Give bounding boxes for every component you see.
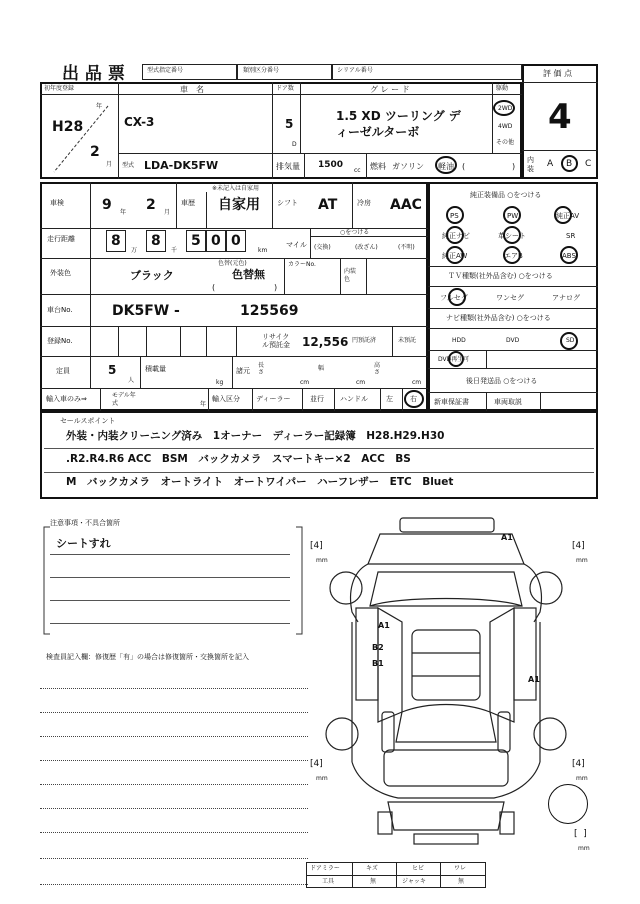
reg-no-label: 登録No.	[47, 337, 73, 345]
color-label: 外装色	[50, 269, 71, 277]
import-parallel: 並行	[310, 395, 324, 403]
handle-label: ハンドル	[340, 395, 368, 403]
mileage-sen: 千	[171, 247, 178, 254]
details-box	[40, 182, 428, 411]
color-paren-close: )	[274, 283, 278, 292]
ware-label: ワレ	[454, 865, 467, 872]
tv-fullseg-circle	[448, 288, 466, 306]
mileage-digit-5: 0	[231, 233, 241, 249]
option-leather-circle	[503, 226, 521, 244]
ruibetsu-label: 類別区分番号	[243, 67, 280, 74]
tread-rear-right: [4]	[572, 759, 585, 769]
car-name: CX-3	[124, 115, 155, 129]
option-av-circle	[554, 206, 572, 224]
import-dealer: ディーラー	[256, 395, 291, 403]
doors-unit: D	[292, 141, 297, 148]
damage-mark-front: A1	[501, 533, 513, 542]
option-navi-circle	[446, 226, 464, 244]
month-unit: 月	[106, 161, 113, 168]
option-pw-circle	[503, 206, 521, 224]
recycle-label: リサイクル預託金	[262, 333, 290, 349]
mileage-man: 万	[131, 247, 138, 254]
option-abs-circle	[560, 246, 578, 264]
chassis-prefix: DK5FW	[112, 303, 170, 319]
length-cm: cm	[300, 379, 310, 386]
shift-label: シフト	[277, 199, 298, 207]
interior-b: B	[566, 159, 573, 169]
score-value: 4	[548, 97, 572, 137]
doors: 5	[285, 117, 294, 131]
jack-label: ジャッキ	[402, 878, 426, 885]
model-label: 型式	[122, 162, 135, 169]
load-label: 積載量	[145, 365, 166, 373]
tread-rear-left: [4]	[310, 759, 323, 769]
interior-b-circle	[561, 155, 578, 172]
option-pw: PW	[507, 212, 519, 220]
shift-value: AT	[318, 197, 338, 213]
car-name-label: 車 名	[180, 85, 204, 94]
score-label: 評 価 点	[543, 69, 573, 78]
tools-value: 無	[370, 878, 377, 885]
option-airbag: エアB	[504, 252, 523, 260]
dims-label: 諸元	[236, 367, 250, 375]
shaken-month: 2	[146, 197, 156, 213]
katashiki-label: 型式指定番号	[147, 67, 184, 74]
tv-analog: アナログ	[552, 294, 580, 302]
option-airbag-circle	[503, 246, 521, 264]
spare-mm: mm	[578, 845, 590, 852]
drive-label: 駆動	[496, 85, 509, 92]
option-ps: PS	[450, 212, 459, 220]
tread-rear-right-value: 4	[575, 759, 582, 769]
mileage-digit-1: 8	[111, 233, 121, 249]
recycle-unpaid: 未預託	[398, 337, 417, 344]
aircon-value: AAC	[390, 197, 422, 213]
color-change-label: 色替(元色)	[218, 260, 247, 267]
first-reg-year: H28	[52, 119, 84, 135]
tread-rear-left-mm: mm	[316, 775, 328, 782]
damage-mark-rear-glass: B1	[372, 659, 384, 668]
year-unit: 年	[96, 103, 103, 110]
width-label: 幅	[318, 365, 325, 372]
option-navi: 純正ナビ	[442, 232, 470, 240]
interior-label: 内装	[527, 156, 534, 173]
reki-value: 自家用	[218, 197, 260, 213]
navi-title: ナビ種類(社外品含む) ○をつける	[446, 314, 551, 322]
mileage-digit-4: 0	[211, 233, 221, 249]
color-value: ブラック	[130, 269, 174, 282]
chassis-dash: -	[174, 303, 180, 319]
handle-right-circle	[404, 390, 424, 408]
model-code: LDA-DK5FW	[144, 159, 219, 172]
damage-mark-windshield: A1	[378, 621, 390, 630]
interior-c: C	[585, 159, 592, 169]
color-change-value: 色替無	[232, 268, 265, 281]
handle-right: 右	[410, 395, 417, 403]
options-title: 純正装備品 ○をつける	[470, 191, 542, 199]
later-warranty: 新車保証書	[434, 398, 469, 406]
color-no-label: カラーNo.	[288, 261, 316, 268]
reki-note: ※未記入は自家用	[212, 185, 260, 192]
recycle-amount: 12,556	[302, 335, 349, 349]
serial-label: シリアル番号	[337, 67, 373, 74]
dvd-play-circle	[448, 351, 464, 367]
shaken-nen: 年	[120, 209, 127, 216]
tv-title: ＴＶ種類(社外品含む) ○をつける	[448, 272, 553, 280]
year-reg-label: 初年度登録	[44, 85, 75, 92]
tread-rear-right-mm: mm	[576, 775, 588, 782]
navi-hdd: HDD	[452, 337, 466, 344]
interior-a: A	[547, 159, 554, 169]
navi-sd: SD	[566, 337, 575, 344]
sales-line-3: M バックカメラ オートライト オートワイパー ハーフレザー ETC Bluet	[66, 476, 454, 488]
option-ps-circle	[446, 206, 464, 224]
mirror-label: ドアミラー	[310, 865, 340, 872]
damage-mark-roof: B2	[372, 643, 384, 652]
chassis-label: 車台No.	[47, 306, 73, 314]
sales-line-2: .R2.R4.R6 ACC BSM バックカメラ スマートキー×2 ACC BS	[66, 453, 411, 465]
load-kg: kg	[216, 379, 224, 386]
height-cm: cm	[412, 379, 422, 386]
grade-line1: 1.5 XD ツーリング デ	[336, 109, 461, 123]
chassis-number: 125569	[240, 303, 299, 319]
drive-other: その他	[496, 139, 515, 146]
fuel-diesel-circle	[435, 156, 457, 174]
later-title: 後日発送品 ○をつける	[466, 377, 538, 385]
mileage-digit-3: 5	[191, 233, 201, 249]
capacity-label: 定員	[56, 367, 70, 375]
recycle-paid: 円預託済	[352, 337, 377, 344]
model-year-label: モデル年式	[112, 392, 136, 407]
fuel-gasoline: ガソリン	[392, 162, 424, 171]
width-cm: cm	[356, 379, 366, 386]
color-paren-open: (	[212, 283, 216, 292]
navi-sd-circle	[560, 332, 578, 350]
displacement: 1500	[318, 160, 344, 170]
height-label: 高さ	[374, 362, 381, 376]
reki-label: 車歴	[181, 199, 195, 207]
option-leather: 革シート	[498, 232, 526, 240]
option-sr: SR	[566, 232, 576, 240]
length-label: 長さ	[258, 362, 265, 376]
drive-4wd: 4WD	[498, 123, 513, 130]
option-aw-circle	[446, 246, 464, 264]
tread-rear-left-value: 4	[313, 759, 320, 769]
capacity-unit: 人	[128, 377, 135, 384]
model-year-nen: 年	[200, 401, 207, 408]
notes-label: 注意事項・不具合箇所	[50, 519, 120, 527]
tread-front-left-value: 4	[313, 541, 320, 551]
grade-label: グ レ ー ド	[370, 85, 410, 94]
navi-dvd: DVD	[506, 337, 520, 344]
fuel-paren-close: )	[512, 162, 516, 171]
cc-unit: cc	[354, 167, 361, 174]
capacity-value: 5	[108, 363, 117, 377]
mileage-digit-2: 8	[151, 233, 161, 249]
tread-front-left: [4]	[310, 541, 323, 551]
tools-label: 工具	[322, 878, 335, 885]
first-reg-month: 2	[90, 144, 100, 160]
tread-front-right: [4]	[572, 541, 585, 551]
meter-circle-note: ○をつける	[340, 229, 370, 236]
hibi-label: ヒビ	[412, 865, 425, 872]
option-av: 純正AV	[556, 212, 580, 220]
fuel-diesel: 軽油	[438, 162, 454, 171]
option-aw: 純正AW	[442, 252, 468, 260]
doors-label: ドア数	[276, 85, 294, 92]
later-manual: 車両取説	[494, 398, 522, 406]
sales-label: セールスポイント	[60, 417, 116, 425]
tread-front-right-value: 4	[575, 541, 582, 551]
import-label: 輸入車のみ⇒	[46, 395, 87, 403]
mileage-km: km	[258, 247, 268, 254]
spare-bracket: [ ]	[574, 829, 587, 839]
meter-unknown: (不明)	[398, 244, 415, 251]
mile-label: マイル	[286, 241, 307, 249]
tv-oneseg: ワンセグ	[496, 294, 524, 302]
shaken-label: 車検	[50, 199, 64, 207]
spare-tire-icon	[548, 784, 588, 824]
kizu-label: キズ	[366, 865, 378, 872]
dvd-play: DVD再生可	[438, 356, 470, 363]
aircon-label: 冷房	[357, 199, 371, 207]
sales-line-1: 外装・内装クリーニング済み 1オーナー ディーラー記録簿 H28.H29.H30	[66, 430, 445, 442]
meter-modified: (改ざん)	[355, 244, 378, 251]
fuel-paren-open: (	[462, 162, 466, 171]
shaken-year: 9	[102, 197, 112, 213]
damage-mark-right-door: A1	[528, 675, 540, 684]
fuel-label: 燃料	[370, 162, 386, 171]
drive-2wd-circle	[493, 100, 515, 116]
import-type-label: 輸入区分	[212, 395, 240, 403]
displacement-label: 排気量	[276, 162, 300, 171]
jack-value: 無	[458, 878, 465, 885]
mileage-label: 走行距離	[47, 235, 75, 243]
notes-line-1: シートすれ	[56, 537, 111, 550]
tread-front-left-mm: mm	[316, 557, 328, 564]
tread-front-right-mm: mm	[576, 557, 588, 564]
grade-line2: ィーゼルターボ	[336, 125, 420, 139]
option-abs: ABS	[562, 252, 576, 260]
tv-fullseg: フルセグ	[440, 294, 468, 302]
shaken-tsuki: 月	[164, 209, 171, 216]
form-title: 出 品 票	[62, 64, 125, 84]
drive-2wd: 2WD	[498, 105, 513, 112]
inspector-label: 検査員記入欄：修復歴「有」の場合は修復箇所・交換箇所を記入	[46, 653, 249, 661]
interior-color-label: 内装色	[344, 268, 357, 283]
meter-exchange: (交換)	[314, 244, 331, 251]
handle-left: 左	[386, 395, 393, 403]
